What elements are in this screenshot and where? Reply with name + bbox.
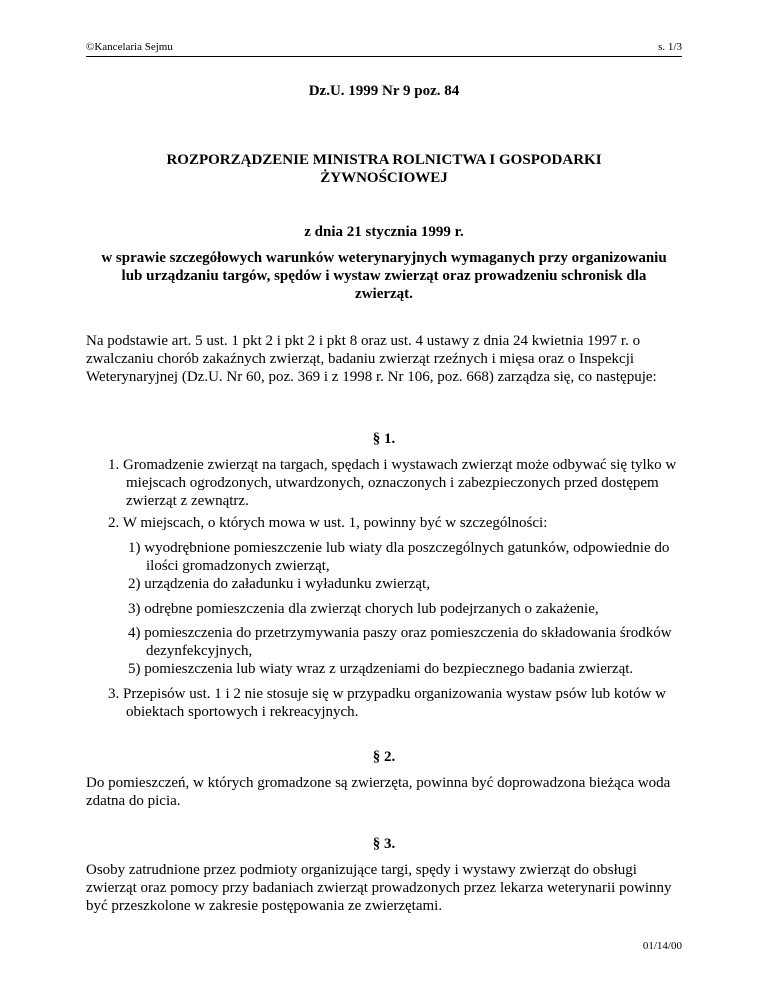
section-1-subitem-3: 3) odrębne pomieszczenia dla zwierząt chorych lub podejrzanych o zakażenie,	[128, 601, 599, 617]
preamble: Na podstawie art. 5 ust. 1 pkt 2 i pkt 2 i pkt 8 oraz ust. 4 ustawy z dnia 24 kwietnia 1997 r. o zwalczaniu chorób zakaźnych zwierząt, badaniu zwierząt rzeźnych i mięsa oraz o Inspekcji Weterynaryjnej (Dz.U. Nr 60, poz. 369 i z 1998 r. Nr 106, poz. 668) zarządza się, co następuje:	[86, 333, 657, 385]
doc-subject-line: w sprawie szczegółowych warunków weterynaryjnych wymaganych przy organizowaniu	[101, 250, 667, 266]
section-1-subitem-5: 5) pomieszczenia lub wiaty wraz z urządzeniami do bezpiecznego badania zwierząt.	[128, 661, 634, 677]
section-1-item-1: 1. Gromadzenie zwierząt na targach, spędach i wystawach zwierząt może odbywać się tylko w miejscach ogrodzonych, utwardzonych, oznaczonych i zabezpieczonych przed dostępem zwierząt z zewnątrz.	[108, 457, 677, 509]
doc-reference: Dz.U. 1999 Nr 9 poz. 84	[308, 83, 460, 99]
header-source: ©Kancelaria Sejmu	[86, 41, 173, 53]
header-page-number: s. 1/3	[658, 41, 682, 53]
doc-subject-line: lub urządzaniu targów, spędów i wystaw zwierząt oraz prowadzeniu schronisk dla	[121, 268, 647, 284]
section-1-subitem-4: 4) pomieszczenia do przetrzymywania paszy oraz pomieszczenia do składowania środków dezynfekcyjnych,	[128, 625, 672, 659]
doc-date: z dnia 21 stycznia 1999 r.	[304, 224, 464, 240]
section-3-heading: § 3.	[372, 836, 396, 852]
doc-subject-line: zwierząt.	[355, 286, 413, 302]
footer-date: 01/14/00	[642, 940, 682, 952]
section-1-item-3: 3. Przepisów ust. 1 i 2 nie stosuje się w przypadku organizowania wystaw psów lub kotów w obiektach sportowych i rekreacyjnych.	[108, 686, 666, 720]
section-1-subitem-1: 1) wyodrębnione pomieszczenie lub wiaty dla poszczególnych gatunków, odpowiednie do ilości gromadzonych zwierząt,	[128, 540, 670, 574]
doc-subject	[86, 249, 682, 303]
doc-title	[86, 151, 682, 187]
section-1-heading: § 1.	[372, 431, 396, 447]
section-3-text: Osoby zatrudnione przez podmioty organizujące targi, spędy i wystawy zwierząt do obsługi zwierząt oraz pomocy przy badaniach zwierząt prowadzonych przez lekarza weterynarii powinny być przeszkolone w zakresie postępowania ze zwierzętami.	[86, 862, 672, 914]
section-1-subitem-2: 2) urządzenia do załadunku i wyładunku zwierząt,	[128, 576, 430, 592]
section-1-item-2: 2. W miejscach, o których mowa w ust. 1, powinny być w szczególności:	[108, 515, 548, 531]
section-2-text: Do pomieszczeń, w których gromadzone są zwierzęta, powinna być doprowadzona bieżąca woda zdatna do picia.	[86, 775, 671, 809]
doc-title-line: ŻYWNOŚCIOWEJ	[320, 170, 448, 186]
section-2-heading: § 2.	[372, 749, 396, 765]
page-header	[86, 41, 682, 57]
doc-title-line: ROZPORZĄDZENIE MINISTRA ROLNICTWA I GOSPODARKI	[166, 152, 602, 168]
